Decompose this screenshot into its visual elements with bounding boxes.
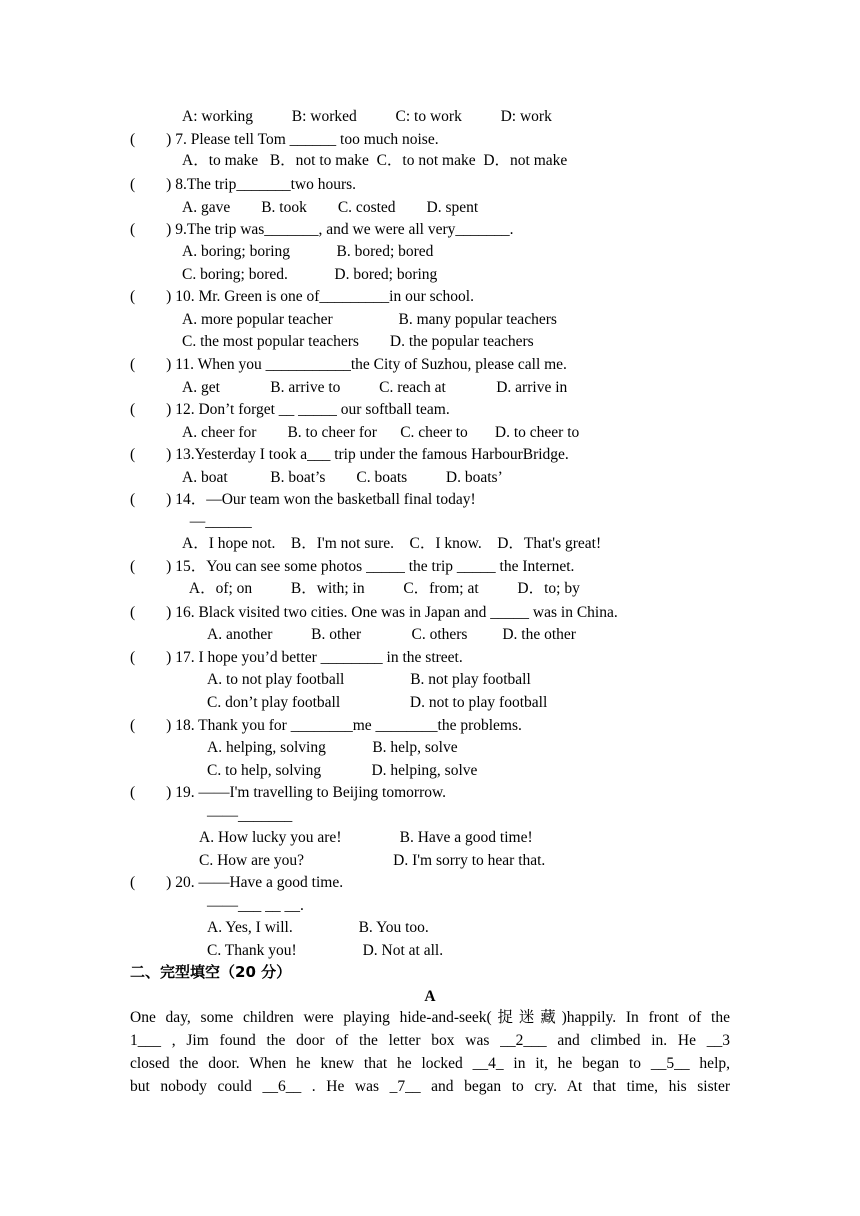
answer-options: C. to help, solving D. helping, solve — [207, 762, 478, 779]
answer-options: A. gave B. took C. costed D. spent — [182, 199, 479, 216]
answer-options: A. boring; boring B. bored; bored — [182, 243, 434, 260]
question-stem: ( ) 8.The trip_______two hours. — [130, 176, 357, 193]
answer-options: A: working B: worked C: to work D: work — [182, 108, 552, 125]
question-stem: ( ) 17. I hope you’d better ________ in the street. — [130, 649, 463, 666]
question-stem: ( ) 7. Please tell Tom ______ too much noise. — [130, 131, 439, 148]
question-stem: ( ) 15．You can see some photos _____ the trip _____ the Internet. — [130, 558, 575, 575]
answer-options: A. cheer for B. to cheer for C. cheer to D. to cheer to — [182, 424, 580, 441]
answer-options: C. Thank you! D. Not at all. — [207, 942, 444, 959]
question-stem: ( ) 11. When you ___________the City of Suzhou, please call me. — [130, 356, 567, 373]
question-stem: ( ) 19. ——I'm travelling to Beijing tomorrow. — [130, 784, 447, 801]
answer-options: C. How are you? D. I'm sorry to hear that. — [199, 852, 546, 869]
answer-options: —______ — [182, 513, 252, 530]
answer-options: ——___ __ __. — [207, 897, 304, 914]
passage-line-3: closed the door. When he knew that he locked __4_ in it, he began to __5__ help, — [130, 1055, 730, 1072]
question-stem: ( ) 18. Thank you for ________me ________the problems. — [130, 717, 522, 734]
answer-options: C. don’t play football D. not to play football — [207, 694, 548, 711]
section-title: 二、完型填空（20 分） — [130, 963, 292, 981]
answer-options: A．of; on B．with; in C．from; at D．to; by — [182, 580, 580, 597]
question-stem: ( ) 12. Don’t forget __ _____ our softball team. — [130, 401, 450, 418]
answer-options: A. to not play football B. not play football — [207, 671, 531, 688]
question-stem: ( ) 20. ——Have a good time. — [130, 874, 344, 891]
answer-options: A. Yes, I will. B. You too. — [207, 919, 429, 936]
passage-line-1: One day, some children were playing hide-and-seek(捉迷藏)happily. In front of the — [130, 1009, 730, 1026]
question-stem: ( ) 10. Mr. Green is one of_________in our school. — [130, 288, 474, 305]
answer-options: A．to make B．not to make C．to not make D．not make — [182, 152, 568, 169]
passage-line-4: but nobody could __6__ . He was _7__ and began to cry. At that time, his sister — [130, 1078, 730, 1095]
answer-options: ——_______ — [207, 807, 293, 824]
question-stem: ( ) 14．—Our team won the basketball final today! — [130, 491, 476, 508]
answer-options: C. the most popular teachers D. the popular teachers — [182, 333, 534, 350]
passage-line-2: 1___ , Jim found the door of the letter box was __2___ and climbed in. He __3 — [130, 1032, 730, 1049]
answer-options: A. boat B. boat’s C. boats D. boats’ — [182, 469, 503, 486]
question-stem: ( ) 13.Yesterday I took a___ trip under the famous HarbourBridge. — [130, 446, 569, 463]
answer-options: A. get B. arrive to C. reach at D. arrive in — [182, 379, 568, 396]
answer-options: A. How lucky you are! B. Have a good time! — [199, 829, 533, 846]
question-stem: ( ) 9.The trip was_______, and we were all very_______. — [130, 221, 514, 238]
answer-options: A. more popular teacher B. many popular teachers — [182, 311, 557, 328]
question-stem: ( ) 16. Black visited two cities. One was in Japan and _____ was in China. — [130, 604, 618, 621]
answer-options: A. helping, solving B. help, solve — [207, 739, 458, 756]
passage-title: A — [424, 988, 436, 1005]
answer-options: C. boring; bored. D. bored; boring — [182, 266, 438, 283]
answer-options: A．I hope not. B．I'm not sure. C．I know. D．That's great! — [182, 535, 602, 552]
answer-options: A. another B. other C. others D. the other — [207, 626, 576, 643]
